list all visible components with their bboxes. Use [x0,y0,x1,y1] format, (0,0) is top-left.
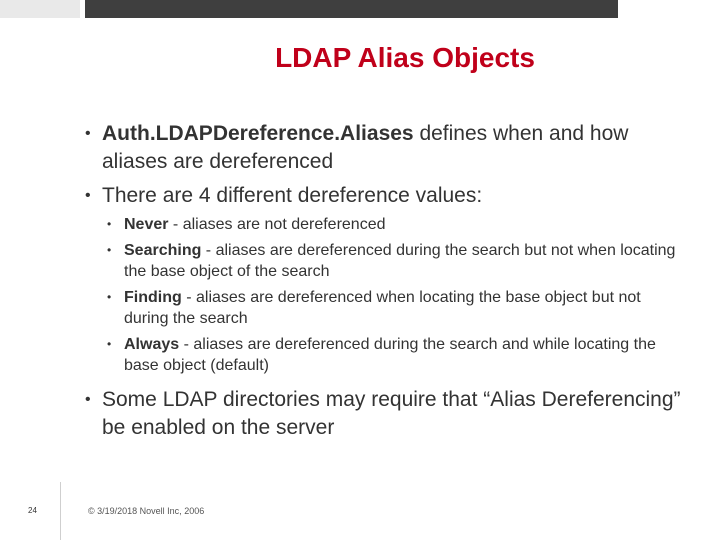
sub-bullet-text: - aliases are not dereferenced [168,216,386,233]
sub-bullet-text: - aliases are dereferenced when locating the base object but not during the search [124,289,641,327]
sub-bullet-dot-icon: • [107,337,112,351]
page-number: 24 [28,506,37,515]
slide-title: LDAP Alias Objects [275,42,535,73]
bullet-text: Some LDAP directories may require that “Alias Dereferencing” be enabled on the server [102,388,681,439]
slide-content [82,120,682,448]
sub-bullet-never [104,214,682,235]
sub-bullet-dot-icon: • [107,290,112,304]
sub-bullet-always [104,334,682,376]
sub-bullet-term: Always [124,336,180,353]
sub-bullet-term: Finding [124,289,182,306]
sub-bullet-dot-icon: • [107,217,112,231]
bullet-dot-icon: • [85,125,91,142]
sub-bullet-term: Never [124,216,169,233]
sub-bullet-text: - aliases are dereferenced during the search and while locating the base object (default) [124,336,656,374]
sub-bullet-searching [104,240,682,282]
dereference-values-list [104,214,682,376]
sub-bullet-dot-icon: • [107,243,112,257]
sub-bullet-text: - aliases are dereferenced during the search but not when locating the base object of the search [124,242,676,280]
bullet-text: There are 4 different dereference values: [102,184,483,207]
bullet-ldap-directories [82,386,682,442]
bullet-dot-icon: • [85,391,91,408]
top-bar-light-block [0,0,80,18]
sub-bullet-term: Searching [124,242,202,259]
bullet-dot-icon: • [85,187,91,204]
bullet-term: Auth.LDAPDereference.Aliases [102,122,414,145]
bullet-auth-ldap-dereference [82,120,682,176]
bullet-dereference-values [82,182,682,210]
sub-bullet-finding [104,287,682,329]
footer-divider [60,482,61,540]
top-bar-dark-block [85,0,618,18]
copyright-notice: © 3/19/2018 Novell Inc, 2006 [88,506,205,516]
bullet-text: defines when and how aliases are dereferenced [102,122,629,173]
